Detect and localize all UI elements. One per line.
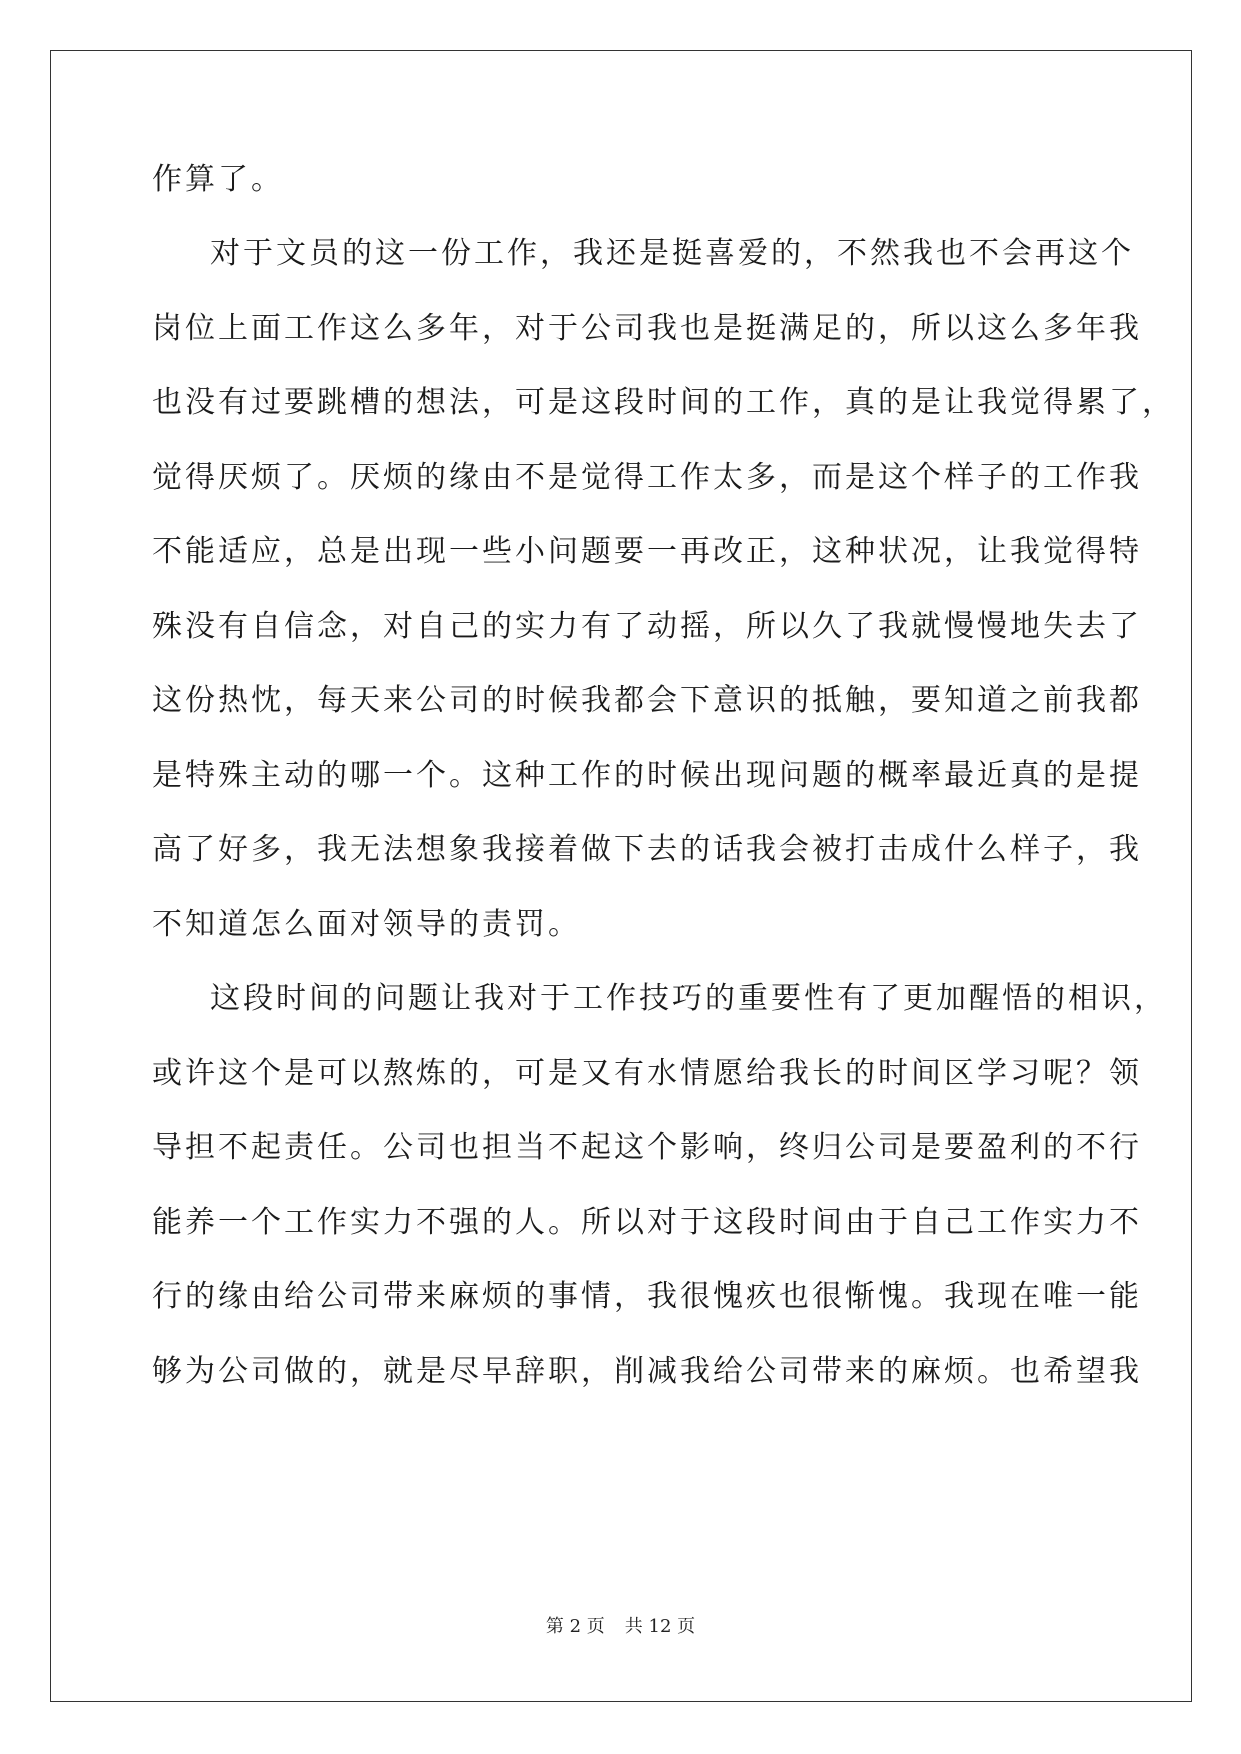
text-line: 不能适应，总是出现一些小问题要一再改正，这种状况，让我觉得特 <box>152 534 1142 569</box>
page-border <box>50 50 1192 1702</box>
text-line: 作算了。 <box>152 162 284 197</box>
page-footer <box>0 1612 1241 1638</box>
text-line: 高了好多，我无法想象我接着做下去的话我会被打击成什么样子，我 <box>152 832 1142 867</box>
paragraph-first-line: 对于文员的这一份工作，我还是挺喜爱的，不然我也不会再这个 <box>210 236 1134 271</box>
text-line: 导担不起责任。公司也担当不起这个影响，终归公司是要盈利的不行 <box>152 1130 1142 1165</box>
text-line: 岗位上面工作这么多年，对于公司我也是挺满足的，所以这么多年我 <box>152 311 1142 346</box>
page-number: 第 2 页 <box>545 1616 605 1637</box>
text-line: 行的缘由给公司带来麻烦的事情，我很愧疚也很惭愧。我现在唯一能 <box>152 1279 1142 1314</box>
text-line: 这份热忱，每天来公司的时候我都会下意识的抵触，要知道之前我都 <box>152 683 1142 718</box>
text-line: 能养一个工作实力不强的人。所以对于这段时间由于自己工作实力不 <box>152 1205 1142 1240</box>
text-line: 不知道怎么面对领导的责罚。 <box>152 907 581 942</box>
paragraph-first-line: 这段时间的问题让我对于工作技巧的重要性有了更加醒悟的相识， <box>210 981 1167 1016</box>
text-line: 是特殊主动的哪一个。这种工作的时候出现问题的概率最近真的是提 <box>152 758 1142 793</box>
text-line: 够为公司做的，就是尽早辞职，削减我给公司带来的麻烦。也希望我 <box>152 1354 1142 1389</box>
page-total: 共 12 页 <box>624 1616 696 1637</box>
text-line: 也没有过要跳槽的想法，可是这段时间的工作，真的是让我觉得累了， <box>152 385 1175 420</box>
text-line: 觉得厌烦了。厌烦的缘由不是觉得工作太多，而是这个样子的工作我 <box>152 460 1142 495</box>
text-line: 或许这个是可以熬炼的，可是又有水情愿给我长的时间区学习呢？领 <box>152 1056 1142 1091</box>
text-line: 殊没有自信念，对自己的实力有了动摇，所以久了我就慢慢地失去了 <box>152 609 1142 644</box>
